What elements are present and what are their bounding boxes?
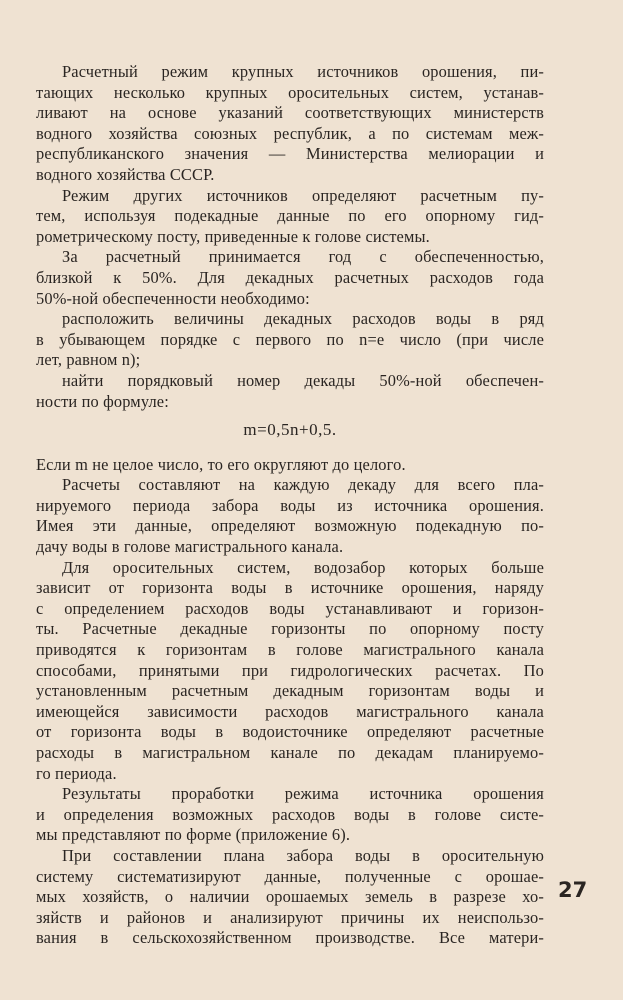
paragraph: [36, 558, 544, 785]
text-line: республиканского значения — Министерства мелиорации и: [36, 144, 544, 164]
text-line: Результаты проработки режима источника орошения: [62, 784, 544, 804]
text-line: найти порядковый номер декады 50%-ной обеспечен-: [62, 370, 544, 390]
paragraph: [36, 371, 544, 412]
text-line: Для оросительных систем, водозабор которых больше: [62, 557, 544, 577]
text-line: систему систематизируют данные, полученные с орошае-: [36, 866, 544, 886]
text-line: расходы в магистральном канале по декадам планируемо-: [36, 743, 544, 762]
text-line: рометрическому посту, приведенные к голове системы.: [36, 226, 430, 246]
text-line: зяйств и районов и анализируют причины их неиспользо-: [36, 907, 544, 927]
text-line: водного хозяйства союзных республик, а по системам меж-: [36, 123, 544, 143]
page-number: 27: [558, 878, 588, 902]
text-line: лет, равном n);: [36, 350, 141, 370]
text-line: Если m не целое число, то его округляют до целого.: [36, 454, 406, 474]
page-body: [36, 62, 544, 949]
text-line: от горизонта воды в водоисточнике определяют расчетные: [36, 722, 544, 742]
text-line: 50%-ной обеспеченности необходимо:: [36, 288, 310, 308]
text-line: установленным расчетным декадным горизонтам воды и: [36, 681, 544, 701]
formula: m=0,5n+0,5.: [243, 420, 337, 440]
text-line: имеющейся зависимости расходов магистрального канала: [36, 701, 544, 721]
text-line: Расчеты составляют на каждую декаду для всего пла-: [62, 475, 544, 495]
text-line: водного хозяйства СССР.: [36, 164, 215, 184]
text-line: ливают на основе указаний соответствующих министерств: [36, 103, 544, 123]
text-line: мых хозяйств, о наличии орошаемых земель в разрезе хо-: [36, 887, 544, 907]
text-line: в убывающем порядке с первого по n=е число (при числе: [36, 329, 544, 349]
text-line: зависит от горизонта воды в источнике орошения, наряду: [36, 578, 544, 598]
paragraph: [36, 784, 544, 846]
text-line: мы представляют по форме (приложение 6).: [36, 825, 351, 845]
text-line: ты. Расчетные декадные горизонты по опорному посту: [36, 619, 544, 639]
text-line: приводятся к горизонтам в голове магистрального канала: [36, 640, 544, 660]
text-line: Режим других источников определяют расчетным пу-: [62, 185, 544, 205]
paragraph: [36, 475, 544, 557]
text-line: Имея эти данные, определяют возможную подекадную по-: [36, 516, 544, 536]
text-line: При составлении плана забора воды в оросительную: [62, 845, 544, 865]
paragraph: [36, 62, 544, 186]
text-line: и определения возможных расходов воды в голове систе-: [36, 804, 544, 824]
text-line: с определением расходов воды устанавливают и горизон-: [36, 598, 544, 618]
paragraph: [36, 247, 544, 309]
text-line: нируемого периода забора воды из источника орошения.: [36, 495, 544, 515]
text-line: ности по формуле:: [36, 391, 169, 411]
paragraph: [36, 846, 544, 949]
text-line: го периода.: [36, 763, 117, 783]
text-line: За расчетный принимается год с обеспеченностью,: [62, 247, 544, 267]
paragraph: [36, 186, 544, 248]
text-line: вания в сельскохозяйственном производстве. Все матери-: [36, 928, 544, 948]
text-line: дачу воды в голове магистрального канала.: [36, 537, 344, 557]
paragraph: [36, 455, 544, 476]
text-line: тем, используя подекадные данные по его опорному гид-: [36, 206, 544, 226]
text-line: расположить величины декадных расходов воды в ряд: [62, 309, 544, 329]
text-line: близкой к 50%. Для декадных расчетных расходов года: [36, 267, 544, 287]
text-line: Расчетный режим крупных источников орошения, пи-: [62, 62, 544, 81]
paragraph: [36, 309, 544, 371]
text-line: способами, принятыми при гидрологических расчетах. По: [36, 660, 544, 680]
text-line: тающих несколько крупных оросительных систем, устанав-: [36, 82, 544, 102]
